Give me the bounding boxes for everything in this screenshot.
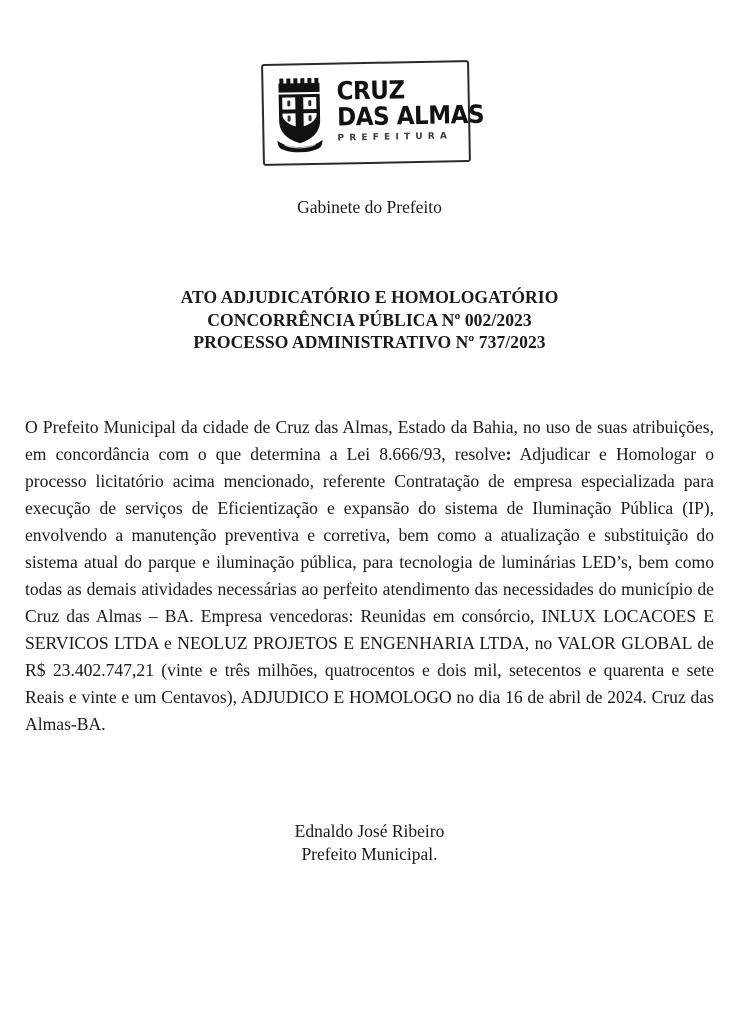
body-text-colon: : [505, 443, 512, 464]
signer-name: Ednaldo José Ribeiro [294, 821, 445, 841]
letterhead-logo [0, 55, 739, 173]
body-text-part2: Adjudicar e Homologar o processo licitatório acima mencionado, referente Contratação de empresa especializada para execução de serviços de Eficientização e expansão do sistema de Iluminação Pública (IP), envolvendo a manutenção preventiva e corretiva, bem como a atualização e substituição do sistema atual do parque e iluminação pública, para tecnologia de luminárias LED’s, bem como todas as demais atividades necessárias ao perfeito atendimento das necessidades do município de Cruz das Almas – BA. Empresa vencedoras: Reunidas em consórcio, INLUX LOCACOES E SERVICOS LTDA e NEOLUZ PROJETOS E ENGENHARIA LTDA, no VALOR GLOBAL de R$ 23.402.747,21 (vinte e três milhões, quatrocentos e dois mil, setecentos e quarenta e sete Reais e vinte e um Centavos), ADJUDICO E HOMOLOGO no dia 16 de abril de 2024. Cruz das Almas-BA. [25, 443, 714, 734]
logo-wordmark [336, 75, 497, 148]
heading-line-bid-number: CONCORRÊNCIA PÚBLICA Nº 002/2023 [207, 309, 532, 330]
logo-wordmark-line1: CRUZ [336, 75, 405, 106]
heading-line-process-number: PROCESSO ADMINISTRATIVO Nº 737/2023 [193, 332, 546, 352]
signer-role: Prefeito Municipal. [301, 844, 438, 864]
cruz-das-almas-coat-of-arms-icon [273, 76, 330, 153]
signature-block [0, 820, 739, 866]
document-heading [0, 286, 739, 354]
logo-wordmark-line3: PREFEITURA [337, 131, 453, 144]
logo-wordmark-line2: DAS ALMAS [336, 99, 485, 132]
body-text-part1: O Prefeito Municipal da cidade de Cruz das Almas, Estado da Bahia, no uso de suas atribuições, em concordância com o que determina a Lei 8.666/93, resolve [25, 416, 714, 464]
logo-content [261, 60, 485, 166]
heading-line-act-title: ATO ADJUDICATÓRIO E HOMOLOGATÓRIO [180, 287, 559, 307]
document-body-paragraph [25, 414, 714, 738]
office-subtitle: Gabinete do Prefeito [297, 197, 442, 217]
